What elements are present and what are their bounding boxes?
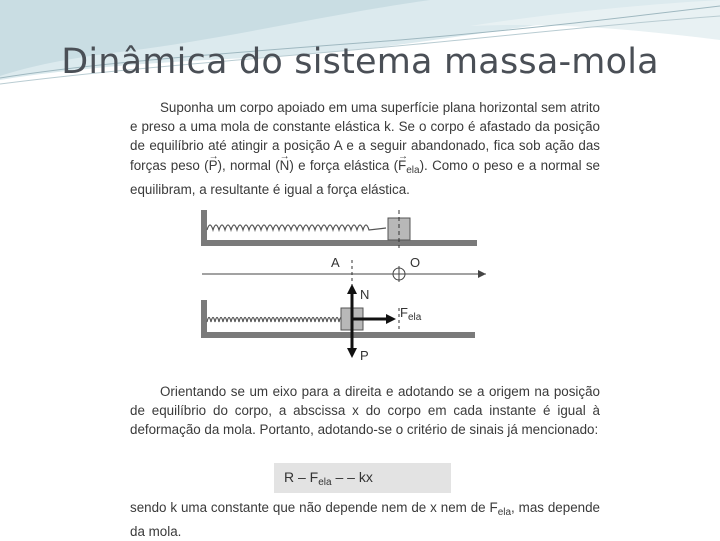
formula-box <box>274 463 451 493</box>
textbook-page <box>124 92 605 540</box>
conclusion-paragraph: sendo k uma constante que não depende nem de x nem de $F_{ela}$, mas depende da mola. <box>130 500 600 540</box>
wall-bottom <box>201 300 207 336</box>
floor-bottom <box>201 332 475 338</box>
slide-title: Dinâmica do sistema massa-mola <box>61 42 659 82</box>
intro-paragraph: Suponha um corpo apoiado em uma superfície plana horizontal sem atrito e preso a uma mola de constante elástica k. Se o corpo é afastado da posição de equilíbrio até atingir a posição A e a seguir abandonado, fica sob ação das forças peso (→ P), normal (→ N) e força elástica (→ $F_{ela}$). Como o peso e a normal se equilibram, a resultante é igual a força elástica. <box>130 98 600 199</box>
wall-top <box>201 210 207 244</box>
axis-paragraph: Orientando se um eixo para a direita e adotando se a origem na posição de equilíbrio do corpo, a abscissa x do corpo em cada instante é igual à deformação da mola. Portanto, adotando-se o critério de sinais já mencionado: <box>130 384 600 438</box>
spring-stretched <box>207 225 386 230</box>
label-o: O <box>410 255 421 270</box>
mass-spring-diagram <box>186 208 496 368</box>
hooke-formula: R – $F_{ela}$ – – kx <box>284 469 373 488</box>
block-equilibrium <box>388 218 410 240</box>
label-elastic-force: $F_{ela}$ <box>400 305 422 323</box>
label-a: A <box>331 255 340 270</box>
spring-compressed <box>207 318 343 323</box>
label-normal: N <box>360 287 370 302</box>
floor-top <box>201 240 477 246</box>
label-weight: P <box>360 348 369 363</box>
